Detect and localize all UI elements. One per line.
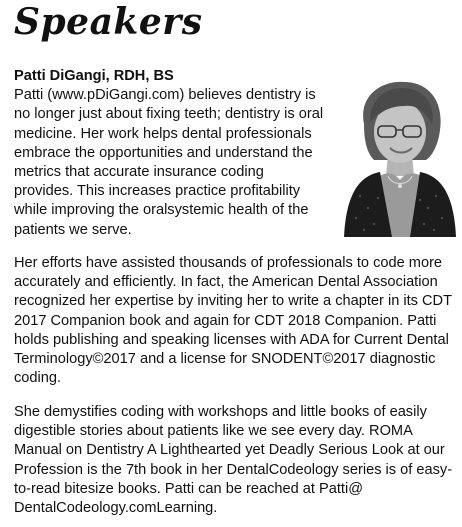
speaker-name: Patti DiGangi, RDH, BS	[14, 68, 174, 84]
page-heading: Speakers	[14, 1, 203, 43]
speaker-portrait-photo	[340, 76, 457, 237]
bio-paragraph-2: Her efforts have assisted thousands of professionals to code more accurately and efficiently. In fact, the American Dental Association recognized her expertise by inviting her to write a chapter in its CDT 2017 Companion book and again for CDT 2018 Companion. Patti holds publishing and speaking licenses with ADA for Current Dental Terminology©2017 and a license for SNODENT©2017 diagnostic coding.	[14, 255, 452, 387]
speaker-bio-intro: Patti (www.pDiGangi.com) believes dentistry is no longer just about fixing teeth; dentistry is oral medicine. Her work helps dental professionals embrace the opportunities and understand the metrics that accurate insurance coding provides. This increases practice profitability while improving the oralsystemic health of the patients we serve.	[14, 87, 324, 238]
bio-paragraph-3: She demystifies coding with workshops and little books of easily digestible stories about patients like we see every day. ROMA Manual on Dentistry A Lighthearted yet Deadly Serious Look at our Profession is the 7th book in her DentalCodeology series is of easy-to-read bitesize books. Patti can be reached at Patti@ DentalCodeology.comLearning.	[14, 404, 453, 517]
speaker-intro	[14, 67, 326, 240]
